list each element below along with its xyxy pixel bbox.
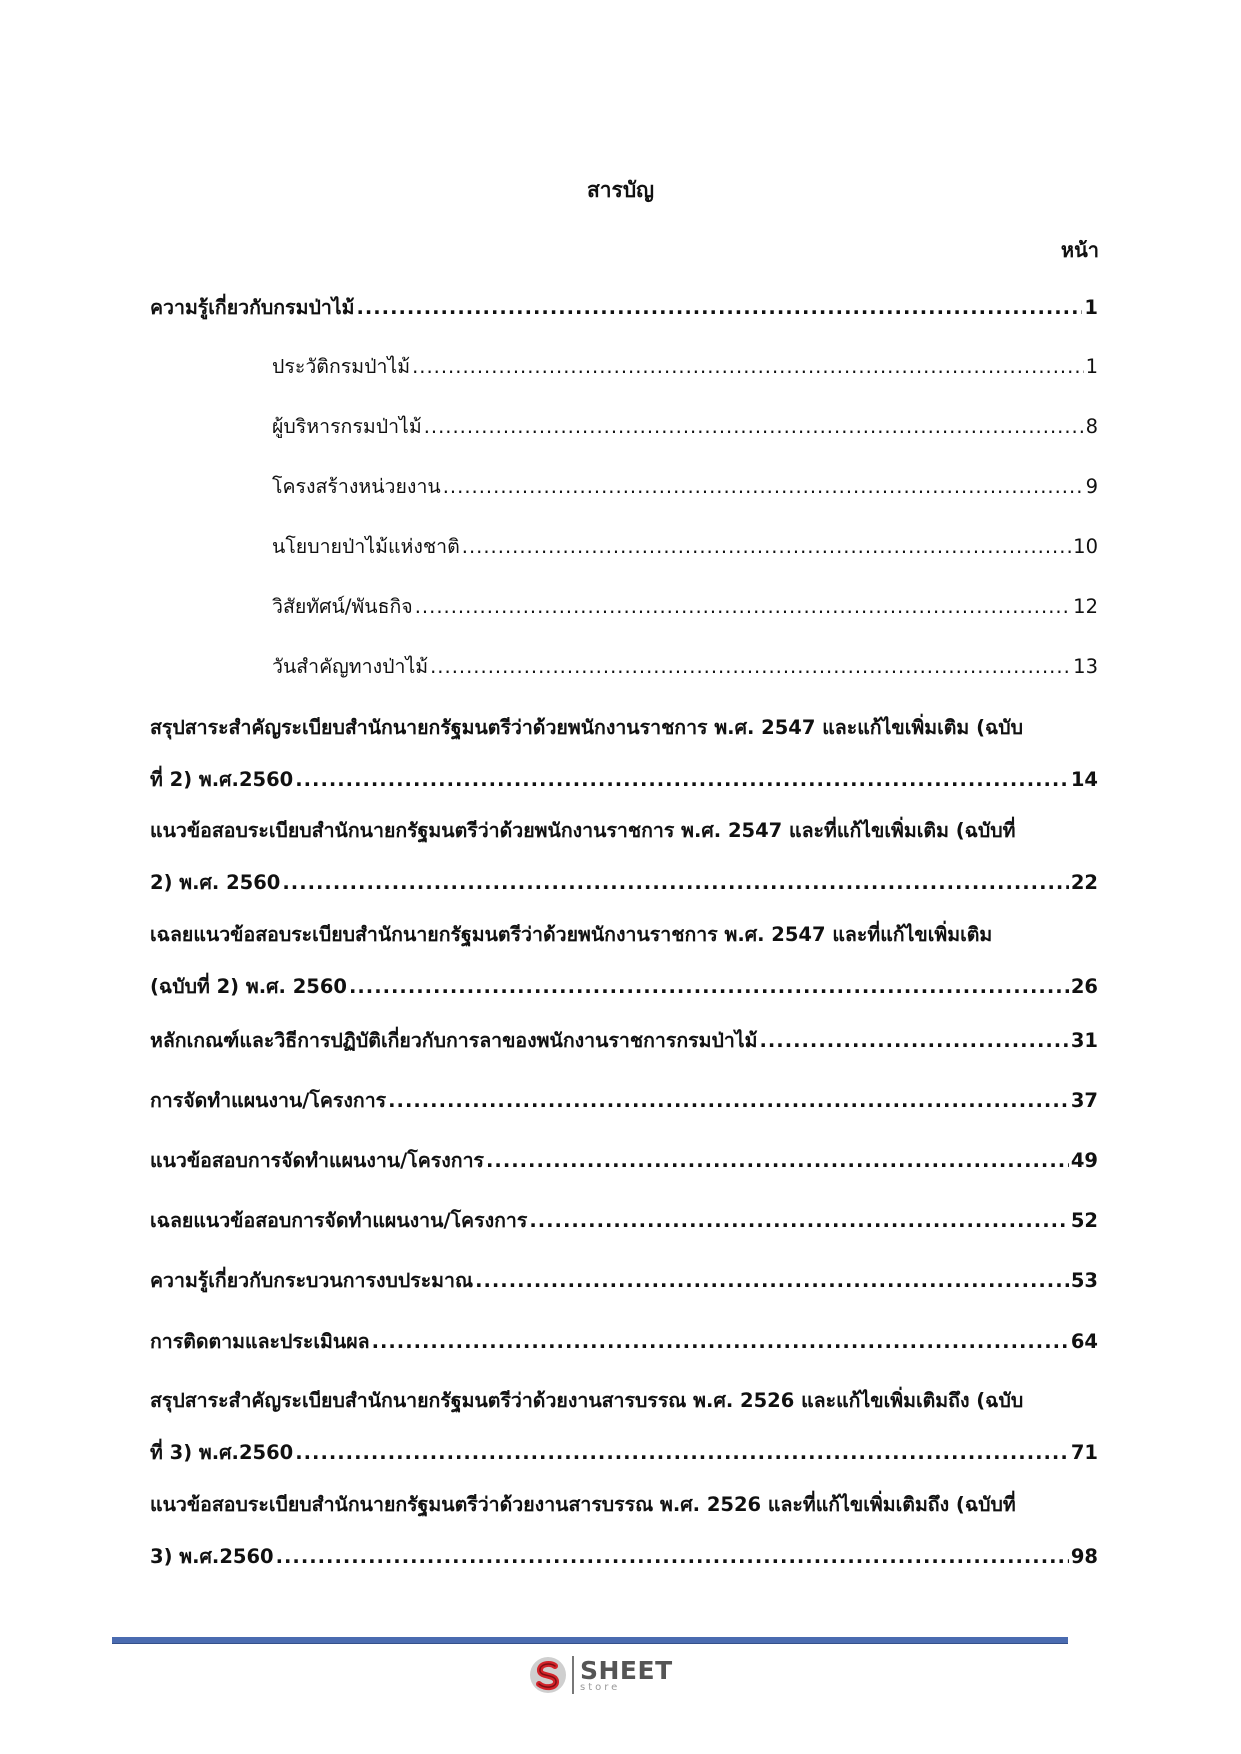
toc-entry-page: 9 [1085,475,1098,498]
dot-leader [388,1075,1069,1127]
logo-divider [572,1656,574,1694]
toc-entry-title: โครงสร้างหน่วยงาน [272,475,441,498]
toc-entry-title: การติดตามและประเมินผล [150,1330,370,1353]
toc-entry-page: 49 [1070,1149,1098,1172]
dot-leader [430,641,1071,693]
toc-subentry[interactable] [272,461,1098,513]
toc-entry-title: นโยบายป่าไม้แห่งชาติ [272,535,460,558]
dot-leader [276,1531,1069,1583]
toc-entry[interactable] [150,909,1098,1013]
toc-entry-title: ความรู้เกี่ยวกับกรมป่าไม้ [150,296,355,319]
dot-leader [759,1015,1068,1067]
dot-leader [443,461,1084,513]
toc-entry[interactable] [150,1375,1098,1479]
toc-entry-title-line: แนวข้อสอบระเบียบสำนักนายกรัฐมนตรีว่าด้วยพนักงานราชการ พ.ศ. 2547 และที่แก้ไขเพิ่มเติม (ฉบับที่ [150,819,1016,842]
dot-leader [372,1316,1069,1368]
toc-entry-title-line: สรุปสาระสำคัญระเบียบสำนักนายกรัฐมนตรีว่าด้วยพนักงานราชการ พ.ศ. 2547 และแก้ไขเพิ่มเติม (ฉบับ [150,716,1024,739]
dot-leader [424,401,1084,453]
toc-entry-page: 1 [1085,355,1098,378]
sheet-store-logo-icon [528,1655,568,1695]
dot-leader [295,754,1069,806]
toc-entry-page: 22 [1070,871,1098,894]
toc-entry-page: 26 [1070,975,1098,998]
dot-leader [412,341,1084,393]
toc-entry-page: 31 [1070,1029,1098,1052]
toc-entry[interactable] [150,1015,1098,1067]
toc-entry-page: 12 [1073,595,1098,618]
footer-divider [112,1637,1068,1644]
toc-entry-title: วันสำคัญทางป่าไม้ [272,655,429,678]
toc-entry-page: 37 [1070,1089,1098,1112]
toc-subentry[interactable] [272,401,1098,453]
toc-entry[interactable] [150,1135,1098,1187]
toc-entry[interactable] [150,805,1098,909]
toc-entry-title-line: แนวข้อสอบระเบียบสำนักนายกรัฐมนตรีว่าด้วยงานสารบรรณ พ.ศ. 2526 และที่แก้ไขเพิ่มเติมถึง (ฉบับที่ [150,1493,1016,1516]
toc-entry-title: เฉลยแนวข้อสอบการจัดทำแผนงาน/โครงการ [150,1209,528,1232]
toc-entry-title: วิสัยทัศน์/พันธกิจ [272,595,413,618]
logo-word: SHEET [580,1655,673,1685]
toc-entry-title: ที่ 3) พ.ศ.2560 [150,1441,294,1464]
toc-entry-page: 10 [1073,535,1098,558]
toc-subentry[interactable] [272,641,1098,693]
toc-title: สารบัญ [586,178,655,202]
page-column-label: หน้า [1060,238,1099,262]
toc-entry-page: 71 [1070,1441,1098,1464]
dot-leader [529,1195,1069,1247]
logo-wordmark [580,1655,673,1693]
toc-entry[interactable] [150,282,1098,334]
toc-entry[interactable] [150,1075,1098,1127]
toc-entry-title: ความรู้เกี่ยวกับกระบวนการงบประมาณ [150,1269,474,1292]
toc-entry-page: 13 [1073,655,1098,678]
toc-entry-page: 64 [1070,1330,1098,1353]
toc-entry-page: 52 [1070,1209,1098,1232]
dot-leader [282,857,1068,909]
dot-leader [295,1427,1069,1479]
dot-leader [486,1135,1069,1187]
toc-entry[interactable] [150,1195,1098,1247]
toc-entry[interactable] [150,1479,1098,1583]
toc-subentry[interactable] [272,341,1098,393]
toc-entry-page: 8 [1085,415,1098,438]
toc-entry-title: แนวข้อสอบการจัดทำแผนงาน/โครงการ [150,1149,484,1172]
toc-entry-title: 3) พ.ศ.2560 [150,1545,274,1568]
dot-leader [475,1255,1069,1307]
toc-entry-title: การจัดทำแผนงาน/โครงการ [150,1089,387,1112]
toc-subentry[interactable] [272,521,1098,573]
toc-entry-page: 1 [1084,296,1098,319]
toc-entry-title: หลักเกณฑ์และวิธีการปฏิบัติเกี่ยวกับการลาของพนักงานราชการกรมป่าไม้ [150,1029,758,1052]
toc-entry-title-line: สรุปสาระสำคัญระเบียบสำนักนายกรัฐมนตรีว่าด้วยงานสารบรรณ พ.ศ. 2526 และแก้ไขเพิ่มเติมถึง (ฉบับ [150,1389,1024,1412]
toc-entry-page: 53 [1070,1269,1098,1292]
toc-entry[interactable] [150,1255,1098,1307]
logo-subword: store [580,1681,621,1693]
toc-entry-title-line: เฉลยแนวข้อสอบระเบียบสำนักนายกรัฐมนตรีว่าด้วยพนักงานราชการ พ.ศ. 2547 และที่แก้ไขเพิ่มเติม [150,923,993,946]
toc-entry-title: ผู้บริหารกรมป่าไม้ [272,415,422,438]
toc-entry[interactable] [150,1316,1098,1368]
toc-entry-page: 98 [1070,1545,1098,1568]
sheet-store-logo [528,1652,673,1698]
toc-subentry[interactable] [272,581,1098,633]
toc-entry-title: 2) พ.ศ. 2560 [150,871,281,894]
toc-entry-title: (ฉบับที่ 2) พ.ศ. 2560 [150,975,347,998]
toc-entry[interactable] [150,702,1098,806]
toc-entry-page: 14 [1070,768,1098,791]
dot-leader [356,282,1082,334]
dot-leader [462,521,1071,573]
toc-entry-title: ประวัติกรมป่าไม้ [272,355,411,378]
toc-entry-title: ที่ 2) พ.ศ.2560 [150,768,294,791]
dot-leader [415,581,1071,633]
dot-leader [349,961,1069,1013]
